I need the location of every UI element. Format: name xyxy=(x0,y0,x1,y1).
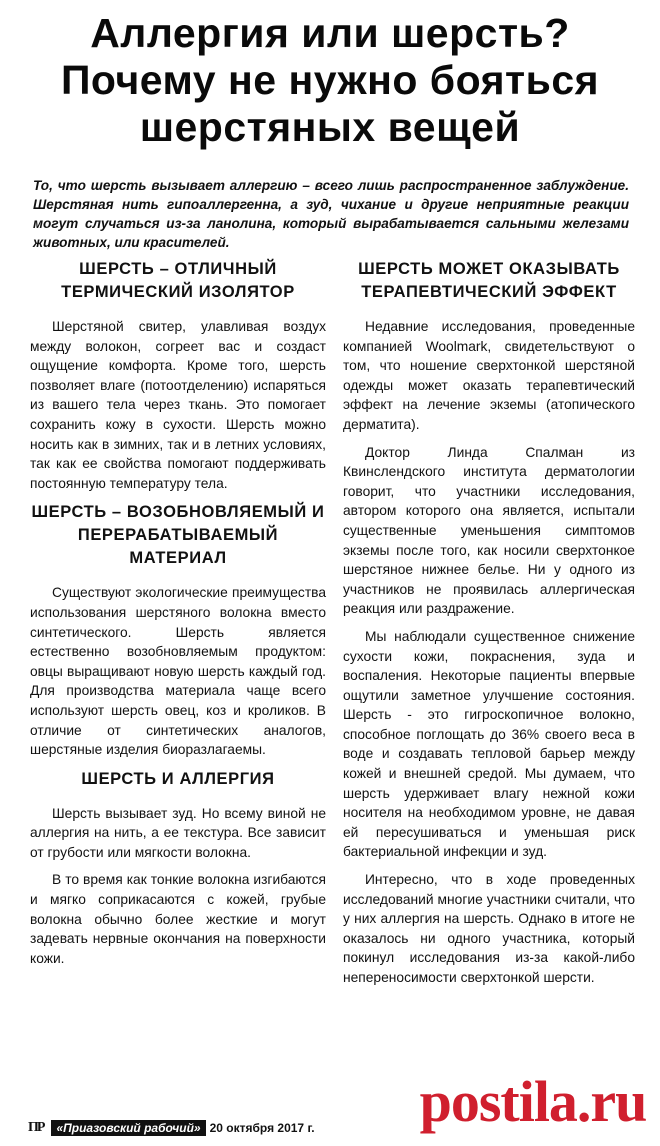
section-paragraph: Шерстяной свитер, улавливая воздух между волокон, согреет вас и создаст ощущение комфорта. Кроме того, шерсть позволяет влаге (потоотделению) испаряться из вашего тела через ткань. Это помогает сохранить кожу в сухости. Шерсть можно носить как в зимних, так и в летних условиях, так как ее свойства помогают поддерживать постоянную температуру тела. xyxy=(30,319,326,491)
left-column xyxy=(30,258,326,976)
newspaper-name: «Приазовский рабочий» xyxy=(51,1120,205,1136)
page-footer xyxy=(28,1118,315,1138)
watermark-text: postila.ru xyxy=(419,1068,647,1134)
section-paragraph: Интересно, что в ходе проведенных исследований многие участники считали, что у них аллергия на шерсть. Однако в итоге не оказалось ни одного участника, который покинул исследования из-за какой-либо непереносимости сверхтонкой шерсти. xyxy=(343,872,635,985)
section-heading-insulator: ШЕРСТЬ – ОТЛИЧНЫЙ ТЕРМИЧЕСКИЙ ИЗОЛЯТОР xyxy=(61,260,295,301)
section-paragraph: В то время как тонкие волокна изгибаются и мягко соприкасаются с кожей, грубые волокна обычно более жесткие и могут задевать нервные окончания на поверхности кожи. xyxy=(30,872,326,966)
section-heading-renewable: ШЕРСТЬ – ВОЗОБНОВЛЯЕМЫЙ И ПЕРЕРАБАТЫВАЕМЫЙ МАТЕРИАЛ xyxy=(31,503,325,568)
article-lead: То, что шерсть вызывает аллергию – всего лишь распространенное заблуждение. Шерстяная нить гипоаллергенна, а зуд, чихание и другие неприятные реакции могут случаться из-за ланолина, который вырабатывается сальными железами животных, или красителей. xyxy=(33,178,629,250)
section-paragraph: Существуют экологические преимущества использования шерстяного волокна вместо синтетического. Шерсть является естественно возобновляемым продуктом: овцы выращивают новую шерсть каждый год. Для производства материала чаще всего используют шерсть овец, коз и кроликов. В отличие от синтетических аналогов, шерстяные изделия биоразлагаемы. xyxy=(30,585,326,758)
right-column xyxy=(343,258,635,996)
section-paragraph: Шерсть вызывает зуд. Но всему виной не аллергия на нить, а ее текстура. Все зависит от грубости или мягкости волокна. xyxy=(30,805,326,860)
watermark-logo xyxy=(413,1060,653,1142)
title-line-3: шерстяных вещей xyxy=(139,104,521,150)
newspaper-logo-icon: ПР xyxy=(28,1120,44,1135)
title-line-1: Аллергия или шерсть? xyxy=(90,10,570,56)
title-line-2: Почему не нужно бояться xyxy=(60,57,600,103)
section-paragraph: Мы наблюдали существенное снижение сухости кожи, покраснения, зуда и воспаления. Некоторые пациенты впервые ощутили заметное улучшение состояния. Шерсть - это гигроскопичное волокно, способное поглощать до 36% своего веса в воде и создавать тепловой барьер между кожей и внешней средой. Мы думаем, что шерсть удерживает влагу нежной кожи носителя на необходимом уровне, не давая ей пересушиваться и уменьшая риск бактериальной инфекции и зуд. xyxy=(343,628,635,860)
section-paragraph: Доктор Линда Спалман из Квинслендского института дерматологии говорит, что участники исследования, автором которого она является, испытали существенные уменьшения симптомов экземы после того, как носили сверхтонкое шерстяное нижнее белье. Ни у одного из участников не проявилась аллергическая реакция или раздражение. xyxy=(343,444,635,617)
section-paragraph: Недавние исследования, проведенные компанией Woolmark, свидетельствуют о том, что ношение сверхтонкой шерстяной одежды может оказать терапевтический эффект на лечение экземы (атопического дерматита). xyxy=(343,319,635,432)
article-title xyxy=(20,10,640,151)
section-heading-therapeutic: ШЕРСТЬ МОЖЕТ ОКАЗЫВАТЬ ТЕРАПЕВТИЧЕСКИЙ ЭФФЕКТ xyxy=(358,260,620,301)
section-heading-allergy: ШЕРСТЬ И АЛЛЕРГИЯ xyxy=(81,769,275,788)
issue-date: 20 октября 2017 г. xyxy=(209,1121,315,1135)
